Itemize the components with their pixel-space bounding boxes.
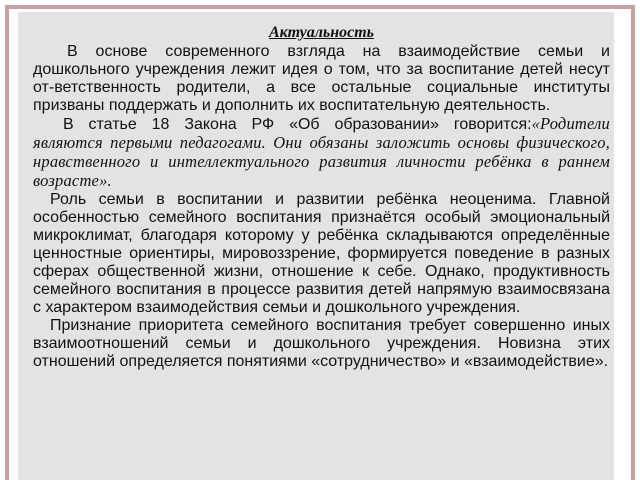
paragraph-2	[33, 115, 610, 191]
slide-heading: Актуальность	[269, 24, 374, 41]
paragraph-4: Признание приоритета семейного воспитания требует совершенно иных взаимоотношений семьи и дошкольного учреждения. Новизна этих отношений определяется понятиями «сотрудничество» и «взаимодействие».	[33, 317, 610, 370]
paragraph-3: Роль семьи в воспитании и развитии ребёнка неоценима. Главной особенностью семейного воспитания признаётся особый эмоциональный микроклимат, благодаря которому у ребёнка складываются определённые ценностные ориентиры, мировоззрение, формируется поведение в разных сферах общественной жизни, отношение к себе. Однако, продуктивность семейного воспитания в процессе развития детей напрямую взаимосвязана с характером взаимодействия семьи и дошкольного учреждения.	[33, 191, 610, 316]
paragraph-2-intro: В статье 18 Закона РФ «Об образовании» говорится:	[63, 116, 532, 133]
text-box	[18, 12, 614, 480]
paragraph-1: В основе современного взгляда на взаимодействие семьи и дошкольного учреждения лежит идея о том, что за воспитание детей несут от-ветственность родители, а все остальные социальные институты призваны поддержать и дополнить их воспитательную деятельность.	[33, 43, 610, 114]
law-quote: «Родители являются первыми педагогами. Они обязаны заложить основы физического, нравственного и интеллектуального развития личности ребёнка в раннем возрасте».	[33, 114, 610, 190]
text-content	[18, 12, 614, 371]
